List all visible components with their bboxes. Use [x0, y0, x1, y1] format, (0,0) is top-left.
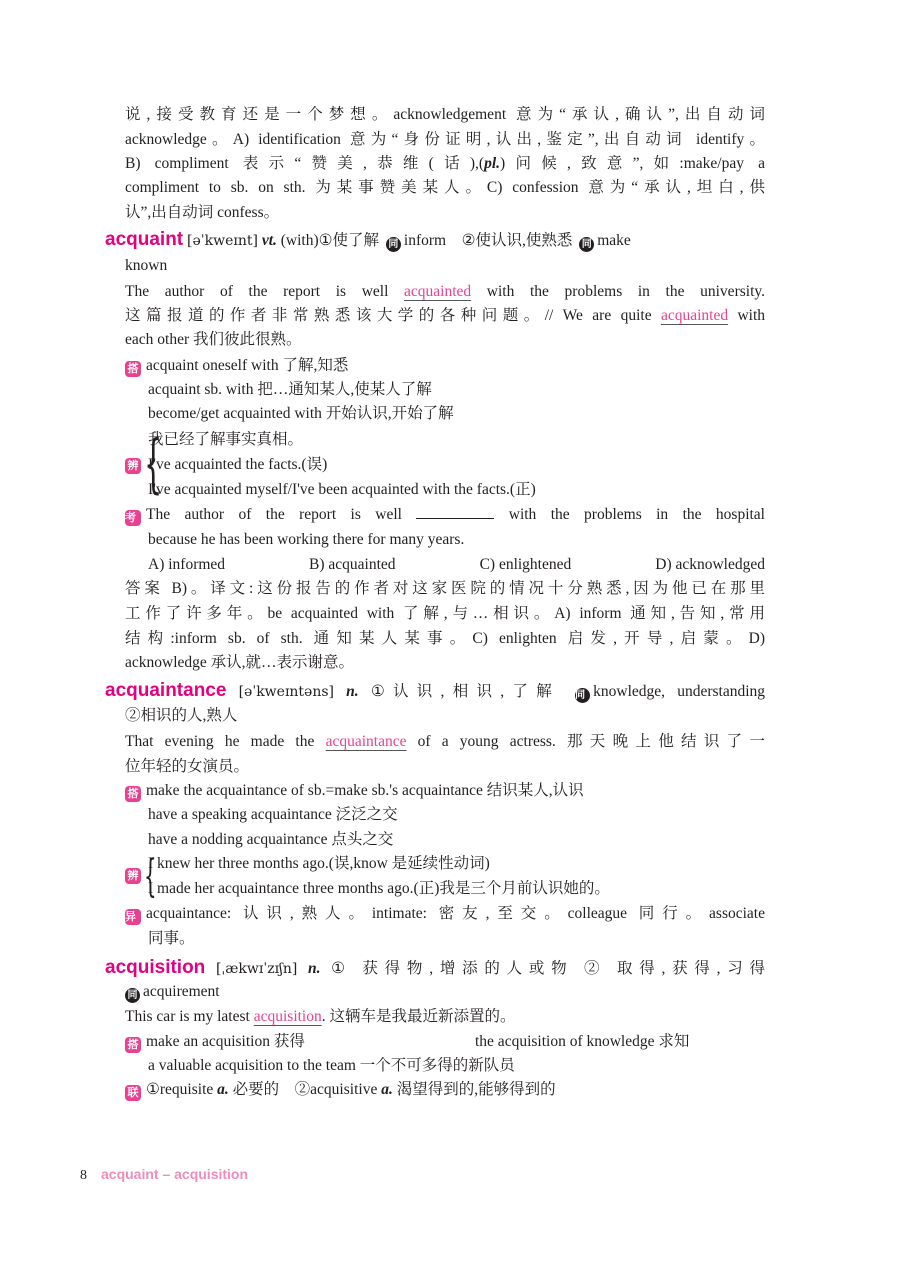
- pos-label: n.: [346, 683, 359, 700]
- example: [125, 1005, 516, 1029]
- collocation-item: a valuable acquisition to the team 一个不可多得的新队员: [148, 1057, 515, 1074]
- option: B) acquainted: [309, 556, 396, 573]
- page-number: 8: [80, 1168, 87, 1183]
- text: make an acquisition 获得: [146, 1033, 305, 1050]
- brace: {: [144, 851, 157, 902]
- collocation-item: [125, 779, 584, 803]
- page-footer: [80, 1166, 248, 1184]
- text: acquaintance: 认识,熟人。intimate: 密友,至交。colleague 同行。associate: [146, 905, 765, 922]
- collocation-item: the acquisition of knowledge 求知: [475, 1033, 690, 1050]
- synonym: knowledge, understanding: [593, 683, 766, 700]
- collocation-item: [125, 354, 348, 378]
- blank: [416, 504, 494, 519]
- headword: acquisition: [105, 957, 206, 978]
- phonetic: [əˈkweɪnt]: [187, 233, 258, 249]
- example: 位年轻的女演员。: [125, 758, 250, 775]
- example: [125, 730, 765, 754]
- example: [125, 304, 765, 328]
- difference-note: [125, 902, 765, 926]
- pos-label: pl.: [484, 155, 501, 172]
- text: This car is my latest: [125, 1008, 254, 1025]
- text: 这篇报道的作者非常熟悉该大学的各种问题。// We are quite: [125, 307, 661, 324]
- definition: ②使认识,使熟悉: [461, 232, 573, 249]
- text: . 这辆车是我最近新添置的。: [321, 1008, 516, 1025]
- definition: (with)①使了解: [280, 232, 380, 249]
- highlight-word: acquainted: [404, 283, 472, 300]
- text: acquaint oneself with 了解,知悉: [146, 357, 349, 374]
- entry-header-acquisition: [105, 956, 765, 980]
- example: each other 我们彼此很熟。: [125, 331, 302, 348]
- example: [125, 280, 765, 304]
- intro-line: [125, 152, 765, 176]
- pos-label: n.: [307, 960, 321, 977]
- collocation-icon: 搭: [125, 361, 141, 377]
- text: with the problems in the university.: [471, 283, 765, 300]
- exam-options: [148, 553, 765, 577]
- definition: ① 获得物,增添的人或物: [331, 960, 574, 977]
- collocation-icon: 搭: [125, 786, 141, 802]
- collocation-item: acquaint sb. with 把…通知某人,使某人了解: [148, 381, 432, 398]
- text: of a young actress. 那天晚上他结识了一: [406, 733, 766, 750]
- text: )问候,致意”,如:make/pay a: [500, 155, 765, 172]
- option: D) acknowledged: [655, 556, 765, 573]
- synonym: inform: [403, 232, 447, 249]
- difference-icon: 异: [125, 909, 141, 925]
- related-icon: 联: [125, 1085, 141, 1101]
- distinguish-item: I've acquainted myself/I've been acquainted with the facts.(正): [148, 481, 536, 498]
- highlight-word: acquaintance: [325, 733, 407, 750]
- difference-note: 同事。: [148, 930, 195, 947]
- exam-answer: 工作了许多年。be acquainted with 了解,与…相识。A) inform 通知,告知,常用: [125, 605, 765, 622]
- text: ②acquisitive: [294, 1081, 382, 1098]
- text: ①requisite: [146, 1081, 218, 1098]
- text: make the acquaintance of sb.=make sb.'s acquaintance 结识某人,认识: [146, 782, 584, 799]
- related-words: [125, 1078, 556, 1102]
- headword: acquaint: [105, 229, 184, 250]
- exam-answer: acknowledge 承认,就…表示谢意。: [125, 654, 355, 671]
- exam-question: [125, 503, 765, 527]
- phonetic: [əˈkweɪntəns]: [238, 684, 335, 700]
- entry-header-acquaintance: [105, 679, 765, 703]
- text: B) compliment 表示“赞美,恭维(话),(: [125, 155, 485, 172]
- synonym-icon: 同: [579, 237, 594, 252]
- synonym: acquirement: [143, 983, 220, 1000]
- synonym-cont: known: [125, 257, 168, 274]
- entry-header-acquaint: [105, 228, 765, 252]
- text: with: [728, 307, 765, 324]
- intro-line: compliment to sb. on sth. 为某事赞美某人。C) confession 意为“承认,坦白,供: [125, 179, 765, 196]
- intro-line: acknowledge。A) identification 意为“身份证明,认出,鉴定”,出自动词 identify。: [125, 131, 765, 148]
- collocation-icon: 搭: [125, 1037, 141, 1053]
- text: That evening he made the: [125, 733, 326, 750]
- headword: acquaintance: [105, 680, 227, 701]
- brace: {: [144, 427, 163, 501]
- definition: ② 取得,获得,习得: [584, 960, 766, 977]
- phonetic: [ˌækwɪˈzɪʃn]: [215, 961, 298, 977]
- distinguish-icon: 辨: [125, 458, 141, 474]
- intro-line: 认”,出自动词 confess。: [125, 204, 280, 221]
- definition: ②相识的人,熟人: [125, 707, 238, 724]
- collocation-item: [125, 1030, 305, 1054]
- highlight-word: acquainted: [660, 307, 729, 324]
- synonym-icon: 同: [386, 237, 401, 252]
- exam-answer: 答案 B)。译文:这份报告的作者对这家医院的情况十分熟悉,因为他已在那里: [125, 580, 765, 597]
- text: 必要的: [228, 1081, 280, 1098]
- highlight-word: acquisition: [253, 1008, 322, 1025]
- text: with the problems in the hospital: [494, 506, 765, 523]
- text: The author of the report is well: [146, 506, 417, 523]
- collocation-item: have a speaking acquaintance 泛泛之交: [148, 806, 398, 823]
- distinguish-item: I've acquainted the facts.(误): [148, 456, 328, 473]
- text: The author of the report is well: [125, 283, 405, 300]
- pos-label: a.: [381, 1081, 393, 1098]
- distinguish-item: I knew her three months ago.(误,know 是延续性动词): [148, 855, 490, 872]
- distinguish-item: 我已经了解事实真相。: [148, 431, 304, 448]
- option: A) informed: [148, 556, 226, 573]
- exam-question: because he has been working there for many years.: [148, 531, 465, 548]
- exam-answer: 结构:inform sb. of sth. 通知某人某事。C) enlighten 启发,开导,启蒙。D): [125, 630, 765, 647]
- pos-label: vt.: [261, 232, 277, 249]
- page-range: acquaint – acquisition: [101, 1166, 249, 1182]
- synonym-icon: 同: [125, 988, 140, 1003]
- collocation-item: have a nodding acquaintance 点头之交: [148, 831, 394, 848]
- text: 渴望得到的,能够得到的: [392, 1081, 556, 1098]
- collocation-item: become/get acquainted with 开始认识,开始了解: [148, 405, 454, 422]
- exam-icon: 考: [125, 510, 141, 526]
- intro-line: 说,接受教育还是一个梦想。acknowledgement 意为“承认,确认”,出自动词: [125, 106, 765, 123]
- option: C) enlightened: [479, 556, 572, 573]
- synonym-icon: 同: [575, 688, 590, 703]
- definition: ①认识,相识,了解: [370, 683, 560, 700]
- pos-label: a.: [217, 1081, 229, 1098]
- synonym-line: [125, 980, 220, 1004]
- synonym: make: [597, 232, 631, 249]
- distinguish-item: I made her acquaintance three months ago.(正)我是三个月前认识她的。: [148, 880, 610, 897]
- distinguish-icon: 辨: [125, 868, 141, 884]
